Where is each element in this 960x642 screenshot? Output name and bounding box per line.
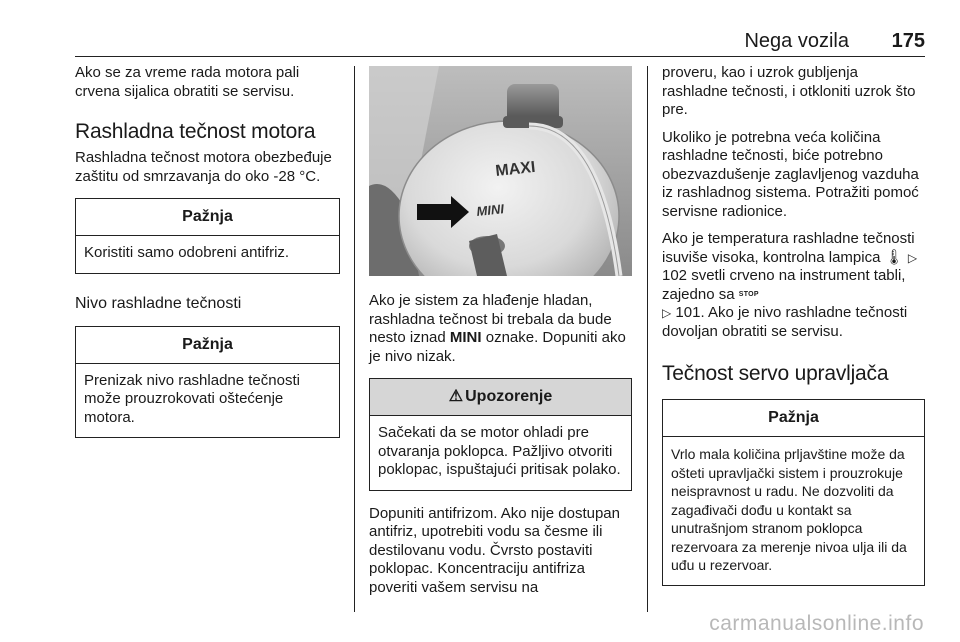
caution-box-steering (662, 399, 925, 586)
page-header (75, 30, 925, 54)
temperature-paragraph: Ako je temperatura rashladne tečnosti isuviše visoka, kontrolna lampica 🌡 ▷ 102 svetli crveno na instrument tabli, zajedno sa STOP ▷ 101. Ako je nivo rashladne tečnosti dovoljan obratiti se servisu. (662, 230, 918, 340)
coolant-temperature-icon: 🌡 (884, 248, 904, 266)
column-1 (75, 64, 340, 438)
coolant-paragraph: Rashladna tečnost motora obezbeđuje zaštitu od smrzavanja do oko -28 °C. (75, 149, 332, 185)
heading-coolant: Rashladna tečnost motora (75, 120, 316, 143)
heading-power-steering: Tečnost servo upravljača (662, 362, 889, 386)
section-title: Nega vozila (744, 30, 849, 52)
reservoir-illustration (369, 66, 632, 276)
intro-paragraph: Ako se za vreme rada motora pali crvena sijalica obratiti se servisu. (75, 64, 300, 100)
min-mark-label: MINI (475, 201, 505, 219)
watermark: carmanualsonline.info (709, 612, 924, 635)
caution-text: Prenizak nivo rashladne tečnosti može prouzrokovati oštećenje motora. (84, 371, 300, 426)
column-divider-1 (354, 66, 355, 612)
warning-title: ⚠ Upozorenje (370, 379, 631, 416)
caution-text: Koristiti samo odobreni antifriz. (84, 244, 290, 261)
caution-text: Vrlo mala količina prljavštine može da ošteti upravljački sistem i prouzrokuje neispravnost u radu. Ne dozvoliti da zagađivači dođu u kontakt sa unutrašnjom stranom poklopca rezervoara za merenje nivoa ulja ili da uđu u rezervoar. (671, 446, 907, 574)
topup-paragraph: Dopuniti antifrizom. Ako nije dostupan antifriz, upotrebiti vodu sa česme ili destilovanu vodu. Čvrsto postaviti poklopac. Koncentraciju antifriza poveriti vašem servisu na (369, 504, 620, 596)
column-2 (369, 66, 632, 597)
column-divider-2 (647, 66, 648, 612)
reference-arrow-icon: ▷ (662, 306, 672, 321)
caution-title: Pažnja (76, 327, 339, 364)
mini-mark: MINI (449, 329, 482, 346)
caution-title: Pažnja (76, 199, 339, 236)
column-3 (662, 64, 925, 586)
header-rule (75, 56, 925, 57)
bleeding-paragraph: Ukoliko je potrebna veća količina rashladne tečnosti, biće potrebno obezvazdušenje zaglavljenog vazduha iz rashladnog sistema. Potražiti pomoć servisne radionice. (662, 128, 919, 220)
heading-coolant-level: Nivo rashladne tečnosti (75, 294, 242, 312)
caution-box-level (75, 326, 340, 439)
max-mark-label: MAXI (494, 158, 537, 180)
warning-text: Sačekati da se motor ohladi pre otvaranja poklopca. Pažljivo otvoriti poklopac, ispuštajući pritisak polako. (378, 424, 621, 478)
warning-box (369, 378, 632, 491)
caution-box-antifreeze (75, 198, 340, 274)
coolant-reservoir-photo (369, 66, 632, 276)
warning-icon: ⚠ (448, 388, 464, 405)
stop-icon: STOP (738, 290, 759, 298)
page-number: 175 (891, 30, 925, 52)
continuation-paragraph: proveru, kao i uzrok gubljenja rashladne tečnosti, i otkloniti uzrok što pre. (662, 64, 916, 118)
level-paragraph: Ako je sistem za hlađenje hladan, rashladna tečnost bi trebala da bude nesto iznad MINI oznake. Dopuniti ako je nivo nizak. (369, 292, 626, 365)
reference-arrow-icon: ▷ (907, 250, 918, 265)
caution-title: Pažnja (663, 400, 924, 437)
